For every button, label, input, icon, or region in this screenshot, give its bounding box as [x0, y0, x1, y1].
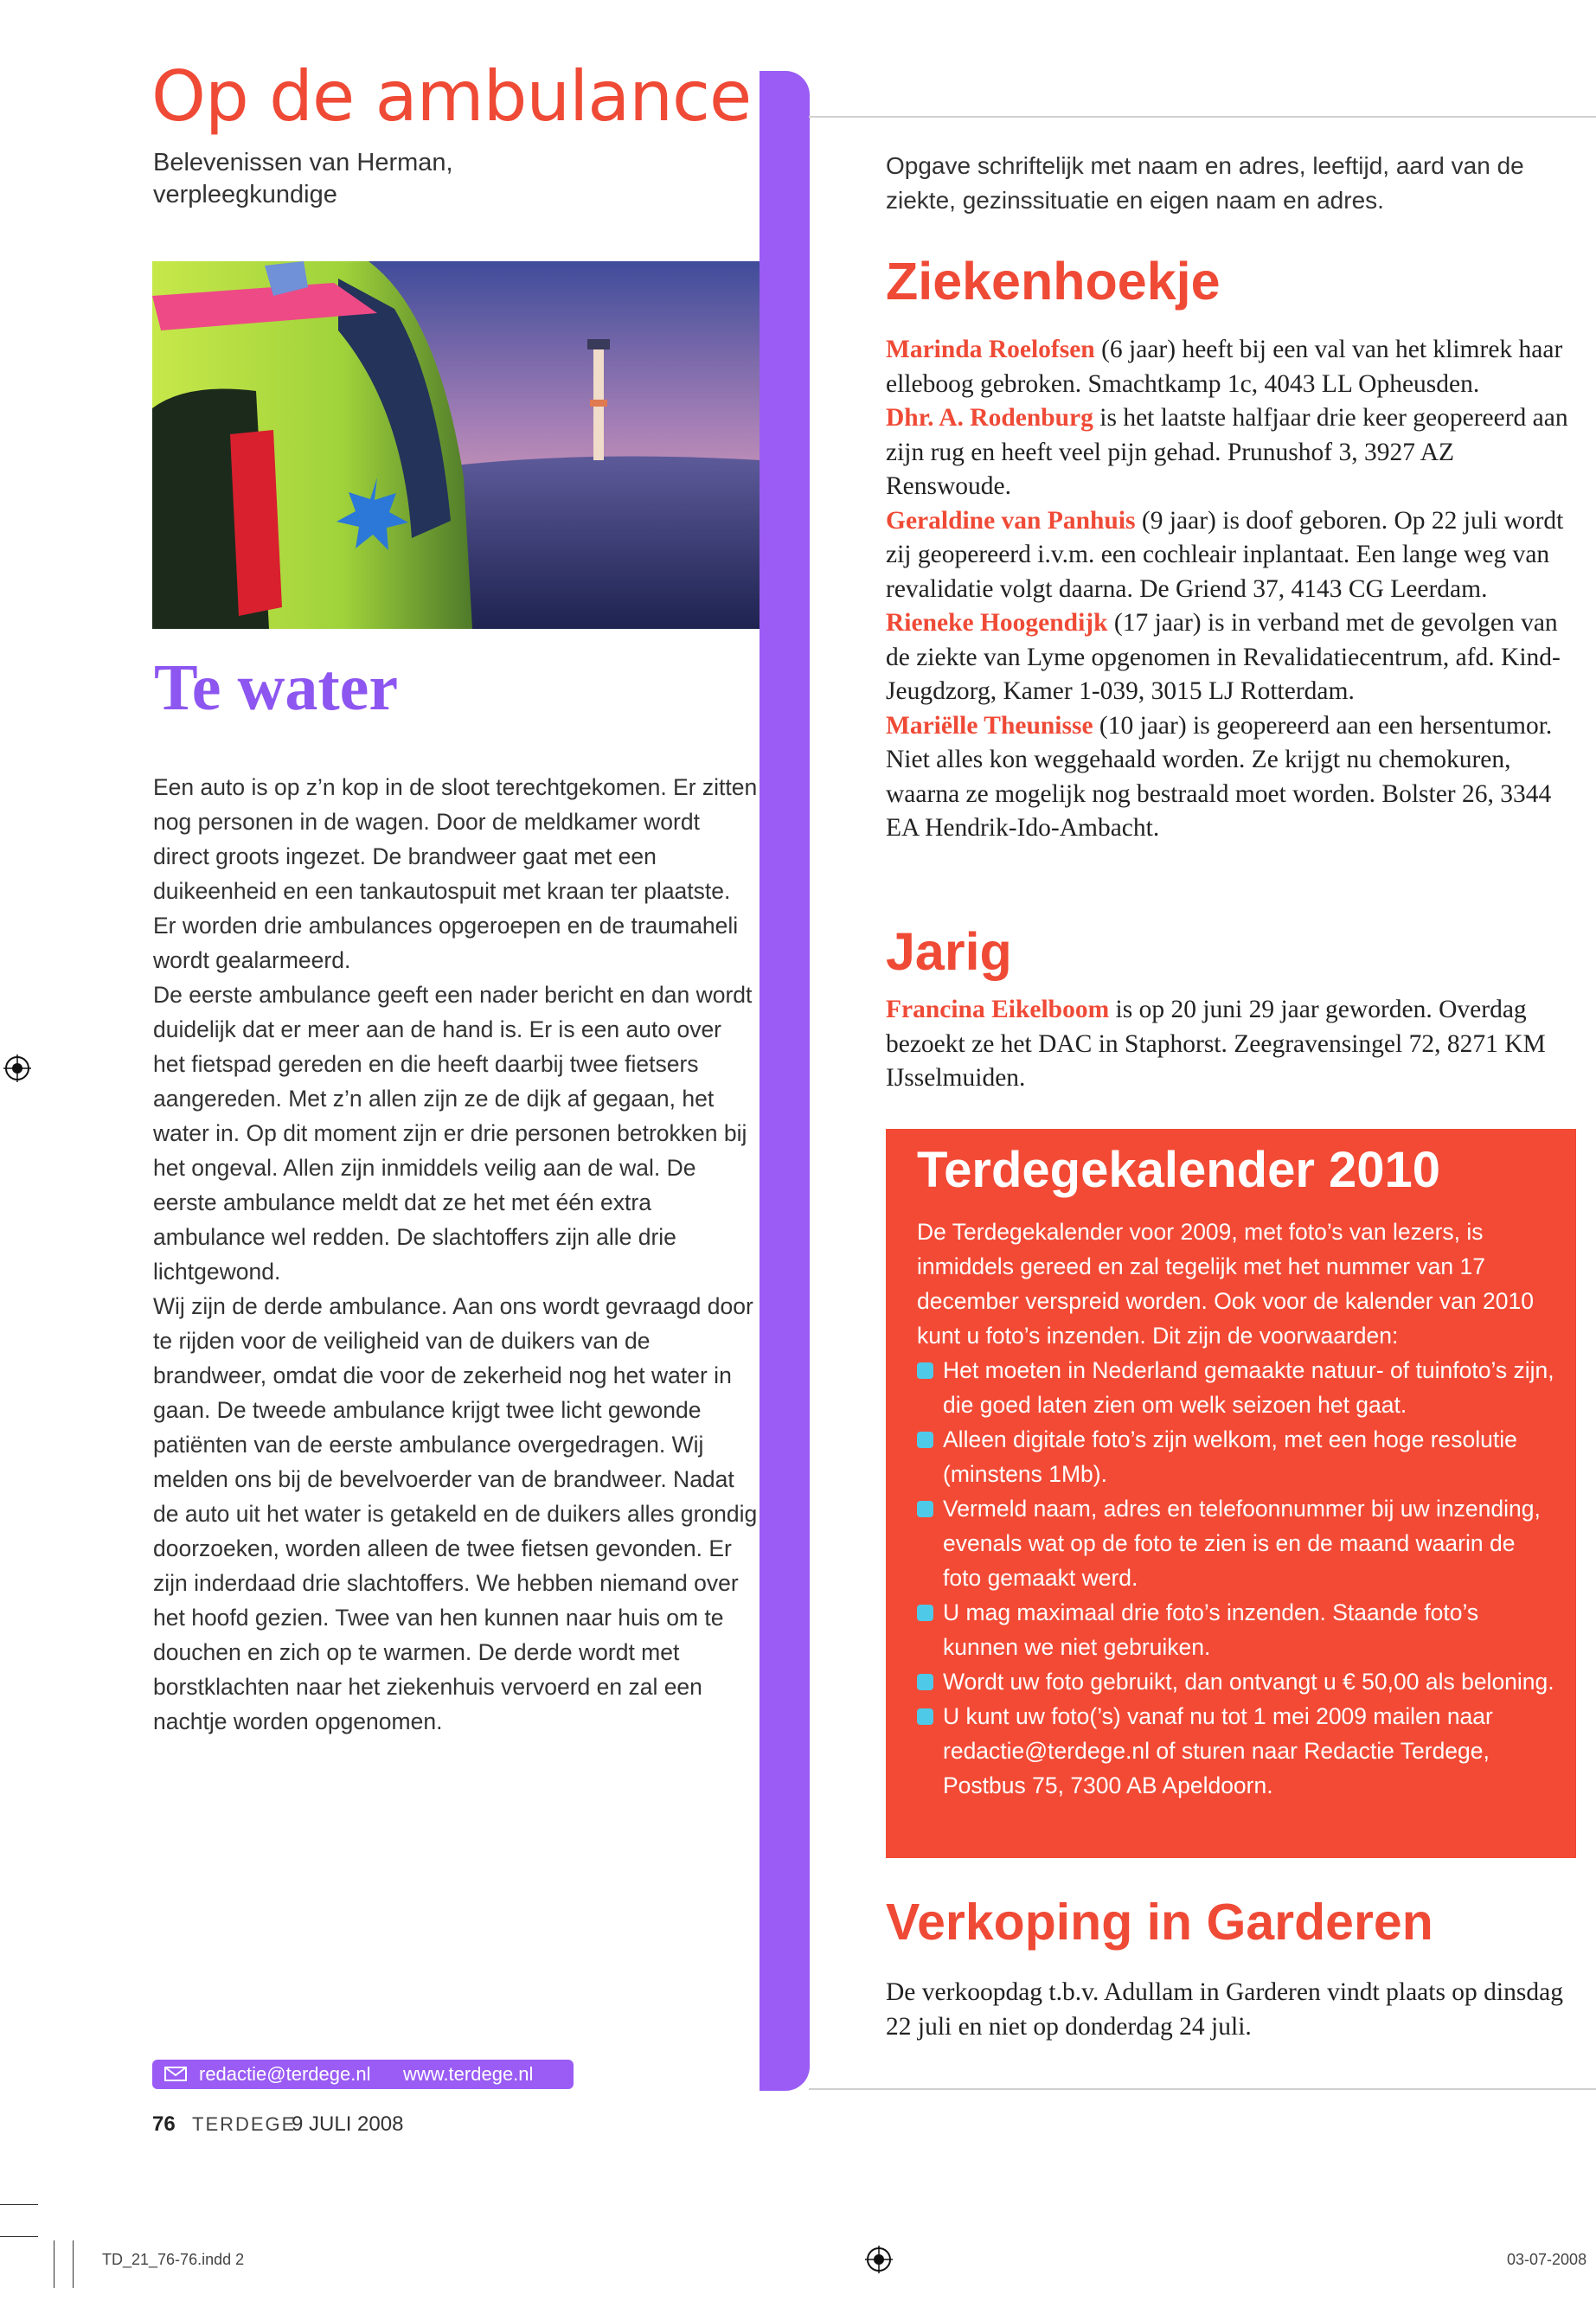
bottom-rule	[809, 2088, 1596, 2090]
subtitle-line: verpleegkundige	[153, 181, 337, 208]
ziekenhoekje-entry	[886, 606, 1578, 709]
patient-name: Dhr. A. Rodenburg	[886, 404, 1093, 432]
kalender-condition	[917, 1353, 1557, 1422]
page-subtitle	[153, 147, 453, 211]
condition-text: Vermeld naam, adres en telefoonnummer bij uw inzending, evenals wat op de foto te zien is en de maand waarin de foto gemaakt werd.	[943, 1496, 1541, 1591]
ziekenhoekje-entry	[886, 504, 1578, 607]
slug-date: 03-07-2008	[1507, 2251, 1587, 2268]
slug-filename: TD_21_76-76.indd 2	[102, 2251, 245, 2268]
kalender-condition	[917, 1699, 1557, 1803]
bullet-square-icon	[917, 1708, 933, 1725]
crop-mark	[0, 2236, 38, 2237]
condition-text: Alleen digitale foto’s zijn welkom, met een hoge resolutie (minstens 1Mb).	[943, 1426, 1517, 1487]
ziekenhoekje-entry	[886, 709, 1578, 846]
magazine-name: TERDEGE	[192, 2113, 297, 2135]
kalender-condition	[917, 1664, 1557, 1699]
ziekenhoekje-list	[886, 333, 1578, 846]
ambulance-photo	[152, 261, 761, 629]
patient-name: Mariëlle Theunisse	[886, 711, 1093, 740]
mail-icon	[164, 2067, 187, 2081]
patient-name: Rieneke Hoogendijk	[886, 609, 1108, 637]
page-number: 76	[152, 2112, 176, 2136]
condition-text: U kunt uw foto(’s) vanaf nu tot 1 mei 2009 mailen naar redactie@terdege.nl of sturen naar Redactie Terdege, Postbus 75, 7300 AB Apeldoorn.	[943, 1703, 1493, 1798]
ziekenhoekje-entry	[886, 333, 1578, 401]
kalender-condition	[917, 1595, 1557, 1664]
condition-text: Het moeten in Nederland gemaakte natuur- of tuinfoto’s zijn, die goed laten zien om welk seizoen het gaat.	[943, 1357, 1554, 1418]
top-rule	[809, 116, 1596, 118]
registration-mark-icon	[865, 2246, 893, 2273]
section-title-ziekenhoekje: Ziekenhoekje	[886, 252, 1221, 311]
patient-text: (17 jaar) is in verband met de gevolgen van de ziekte van Lyme opgenomen in Revalidatiecentrum, afd. Kind-Jeugdzorg, Kamer 1-039, 3015 LJ Rotterdam.	[886, 609, 1561, 705]
kalender-box	[886, 1129, 1576, 1858]
article-paragraph: De eerste ambulance geeft een nader bericht en dan wordt duidelijk dat er meer aan de hand is. Er is een auto over het fietspad gereden en die heeft daarbij twee fietsers aangereden. Met z’n allen zijn ze de dijk af gegaan, het water in. Op dit moment zijn er drie personen betrokken bij het ongeval. Allen zijn inmiddels veilig aan de wal. De eerste ambulance meldt dat ze het met één extra ambulance wel redden. De slachtoffers zijn alle drie lichtgewond.	[153, 982, 753, 1285]
article-paragraph: Wij zijn de derde ambulance. Aan ons wordt gevraagd door te rijden voor de veiligheid van de duikers van de brandweer, omdat die voor de zekerheid nog het water in gaan. De tweede ambulance krijgt twee licht gewonde patiënten van de eerste ambulance overgedragen. Wij melden ons bij de bevelvoerder van de brandweer. Nadat de auto uit het water is getakeld en de duikers alles grondig doorzoeken, worden alleen de twee fietsen gevonden. Er zijn inderdaad drie slachtoffers. We hebben niemand over het hoofd gezien. Twee van hen kunnen naar huis om te douchen en zich op te warmen. De derde wordt met borstklachten naar het ziekenhuis vervoerd en zal een nachtje worden opgenomen.	[153, 1293, 758, 1734]
kalender-conditions	[917, 1353, 1557, 1803]
subtitle-line: Belevenissen van Herman,	[153, 149, 453, 176]
section-title-verkoping: Verkoping in Garderen	[886, 1894, 1433, 1951]
jarig-entry	[886, 993, 1578, 1096]
birthday-text: is op 20 juni 29 jaar geworden. Overdag bezoekt ze het DAC in Staphorst. Zeegravensingel 72, 8271 KM IJsselmuiden.	[886, 996, 1546, 1092]
kalender-intro: De Terdegekalender voor 2009, met foto’s van lezers, is inmiddels gereed en zal tegelijk met het nummer van 17 december verspreid worden. Ook voor de kalender van 2010 kunt u foto’s inzenden. Dit zijn de voorwaarden:	[917, 1219, 1534, 1349]
opgave-note: Opgave schriftelijk met naam en adres, leeftijd, aard van de ziekte, gezinssituatie en eigen naam en adres.	[886, 152, 1524, 214]
article-body	[153, 770, 759, 1739]
patient-name: Geraldine van Panhuis	[886, 506, 1136, 535]
bullet-square-icon	[917, 1432, 933, 1448]
ambulance-photo-illustration	[152, 261, 761, 629]
crop-mark	[73, 2240, 74, 2288]
patient-text: is het laatste halfjaar drie keer geopereerd aan zijn rug en heeft veel pijn gehad. Prunushof 3, 3927 AZ Renswoude.	[886, 404, 1568, 500]
bullet-square-icon	[917, 1362, 933, 1379]
condition-text: U mag maximaal drie foto’s inzenden. Staande foto’s kunnen we niet gebruiken.	[943, 1599, 1479, 1660]
purple-column-band	[760, 71, 810, 2091]
section-title-te-water: Te water	[154, 651, 399, 724]
section-title-jarig: Jarig	[886, 922, 1012, 981]
registration-mark-icon	[3, 1054, 31, 1082]
bullet-square-icon	[917, 1501, 933, 1517]
page-title: Op de ambulance	[151, 56, 752, 137]
contact-email-link[interactable]: redactie@terdege.nl	[199, 2063, 371, 2085]
crop-mark	[0, 2204, 38, 2205]
contact-pill	[152, 2060, 574, 2089]
issue-date: 9 JULI 2008	[292, 2112, 404, 2136]
kalender-condition	[917, 1422, 1557, 1491]
patient-name: Marinda Roelofsen	[886, 336, 1095, 363]
kalender-title: Terdegekalender 2010	[917, 1142, 1441, 1198]
article-paragraph: Een auto is op z’n kop in de sloot terechtgekomen. Er zitten nog personen in de wagen. Door de meldkamer wordt direct groots ingezet. De brandweer gaat met een duikeenheid en een tankautospuit met kraan ter plaatste. Er worden drie ambulances opgeroepen en de traumaheli wordt gealarmeerd.	[153, 774, 758, 973]
bullet-square-icon	[917, 1605, 933, 1621]
condition-text: Wordt uw foto gebruikt, dan ontvangt u € 50,00 als beloning.	[943, 1669, 1554, 1695]
patient-text: (9 jaar) is doof geboren. Op 22 juli wordt zij geopereerd i.v.m. een cochleair inplantaat. Een lange weg van revalidatie volgt daarna. De Griend 37, 4143 CG Leerdam.	[886, 506, 1564, 603]
verkoping-text: De verkoopdag t.b.v. Adullam in Garderen vindt plaats op dinsdag 22 juli en niet op donderdag 24 juli.	[886, 1978, 1563, 2041]
kalender-condition	[917, 1491, 1557, 1595]
birthday-name: Francina Eikelboom	[886, 996, 1110, 1023]
ziekenhoekje-entry	[886, 401, 1578, 504]
bullet-square-icon	[917, 1674, 933, 1690]
patient-text: (10 jaar) is geopereerd aan een hersentumor. Niet alles kon weggehaald worden. Ze krijgt nu chemokuren, waarna ze mogelijk nog bestraald moet worden. Bolster 26, 3344 EA Hendrik-Ido-Ambacht.	[886, 711, 1553, 842]
patient-text: (6 jaar) heeft bij een val van het klimrek haar elleboog gebroken. Smachtkamp 1c, 4043 LL Opheusden.	[886, 336, 1563, 398]
website-link[interactable]: www.terdege.nl	[403, 2063, 534, 2085]
